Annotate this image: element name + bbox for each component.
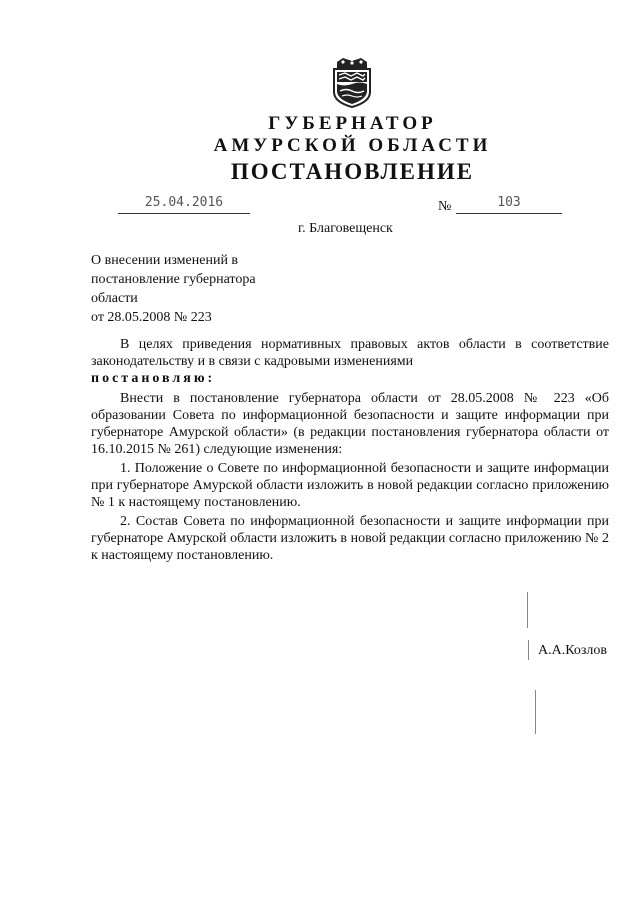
resolve-word: постановляю: [91,371,216,386]
scan-mark [535,690,536,734]
number-sign: № [438,199,452,214]
signer-name: А.А.Козлов [538,643,607,658]
subject-line: области [91,291,138,306]
document-subject [91,251,311,327]
coat-of-arms-icon [329,58,375,108]
item-1-paragraph: 1. Положение о Совете по информационной безопасности и защите информации при губернаторе Амурской области изложить в новой редакции согласно приложению № 1 к настоящему постановлению. [91,461,609,510]
item-2-paragraph: 2. Состав Совета по информационной безопасности и защите информации при губернаторе Амурской области изложить в новой редакции согласно приложению № 2 к настоящему постановлению. [91,514,609,563]
preamble-paragraph: В целях приведения нормативных правовых актов области в соответствие законодательству и в связи с кадровыми изменениями [91,337,609,369]
subject-line: от 28.05.2008 № 223 [91,310,212,325]
main-paragraph: Внести в постановление губернатора области от 28.05.2008 № 223 «Об образовании Совета по информационной безопасности и защите информации при губернаторе Амурской области» (в редакции постановления губернатора области от 16.10.2015 № 261) следующие изменения: [91,391,609,457]
header-governor: ГУБЕРНАТОР [268,113,437,134]
document-number: 103 [456,193,562,214]
subject-line: постановление губернатора [91,272,256,287]
document-city: г. Благовещенск [298,221,393,236]
subject-line: О внесении изменений в [91,253,239,268]
document-type-title: ПОСТАНОВЛЕНИЕ [230,159,475,184]
document-date: 25.04.2016 [118,193,250,214]
header-region: АМУРСКОЙ ОБЛАСТИ [213,135,492,156]
scan-mark [528,640,529,660]
scan-mark [527,592,528,628]
